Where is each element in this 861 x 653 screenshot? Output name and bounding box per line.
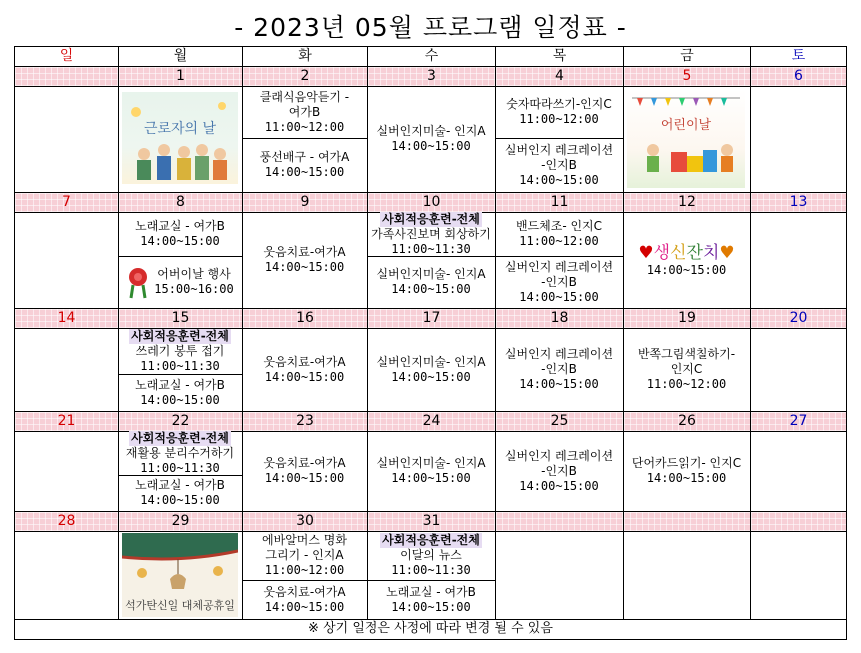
birthday-char: 생 <box>653 242 671 263</box>
event-line: 실버인지미술- 인지A <box>376 124 486 138</box>
event-line: 14:00~15:00 <box>519 377 599 391</box>
labor-day-illustration <box>122 92 238 184</box>
event-line: 14:00~15:00 <box>391 282 471 296</box>
event-line: 실버인지 레크레이션 <box>504 142 614 157</box>
event-line: 실버인지 레크레이션 <box>504 347 614 361</box>
heart-icon: ♥ <box>638 242 654 263</box>
day-cell <box>750 531 847 620</box>
birthday-title <box>638 243 734 263</box>
day-number: 27 <box>750 411 847 432</box>
event[interactable] <box>367 86 495 192</box>
day-number: 20 <box>750 308 847 329</box>
day-number <box>623 511 751 532</box>
event-line: 14:00~15:00 <box>140 493 220 507</box>
day-number: 17 <box>367 308 496 329</box>
event-line: 단어카드읽기- 인지C <box>631 456 742 470</box>
day-number: 24 <box>367 411 496 432</box>
event-line: 노래교실 - 여가B <box>386 584 476 599</box>
event[interactable] <box>367 212 495 256</box>
day-number: 21 <box>14 411 119 432</box>
day-number: 6 <box>750 66 847 87</box>
weekday-header: 일 <box>14 46 119 67</box>
event-line: 11:00~12:00 <box>519 234 599 248</box>
event-line: 그리기 - 인지A <box>265 547 344 562</box>
event[interactable] <box>495 138 623 192</box>
day-number: 8 <box>118 192 243 213</box>
event-line: 14:00~15:00 <box>391 471 471 485</box>
event-line: 11:00~12:00 <box>264 562 345 577</box>
event-line: 웃음치료-여가A <box>263 354 346 369</box>
event-line: 밴드체조- 인지C <box>515 219 603 233</box>
day-cell <box>14 212 119 309</box>
event-line: -인지B <box>541 274 577 289</box>
event-line: 11:00~11:30 <box>391 241 471 256</box>
event[interactable] <box>118 374 242 411</box>
event-line: 노래교실 - 여가B <box>135 478 225 492</box>
children-icon <box>627 90 745 188</box>
day-number: 25 <box>495 411 624 432</box>
event[interactable] <box>367 580 495 619</box>
event-line: 14:00~15:00 <box>264 599 345 614</box>
event-line: 14:00~15:00 <box>264 165 345 179</box>
event-line: 웃음치료-여가A <box>263 584 346 599</box>
day-number <box>750 511 847 532</box>
day-cell <box>14 328 119 412</box>
day-number: 2 <box>242 66 368 87</box>
day-number: 16 <box>242 308 368 329</box>
event-line: 11:00~12:00 <box>646 377 727 391</box>
event-line: 가족사진보며 회상하기 <box>371 226 491 241</box>
birthday-party-event[interactable] <box>623 212 750 308</box>
event-line: 사회적응훈련-전체 <box>382 211 480 226</box>
event-line: 11:00~11:30 <box>140 460 220 475</box>
day-number: 13 <box>750 192 847 213</box>
event-line: 쓰레기 봉투 접기 <box>135 343 225 358</box>
day-number: 29 <box>118 511 243 532</box>
event-text <box>154 267 233 297</box>
event[interactable] <box>495 256 623 308</box>
event-line: 11:00~11:30 <box>391 563 471 577</box>
event-line: 14:00~15:00 <box>391 599 471 614</box>
event-line: 14:00~15:00 <box>264 369 345 384</box>
event[interactable] <box>118 328 242 374</box>
weekday-header: 목 <box>495 46 624 67</box>
event-line: 사회적응훈련-전체 <box>131 328 229 343</box>
weekday-header: 화 <box>242 46 368 67</box>
day-number: 23 <box>242 411 368 432</box>
event[interactable] <box>242 530 367 580</box>
event[interactable] <box>242 212 367 308</box>
childrens-day-illustration <box>627 90 745 188</box>
event-line: 14:00~15:00 <box>140 392 220 407</box>
event-line: 14:00~15:00 <box>391 369 471 384</box>
event-line: 어버이날 행사 <box>157 267 231 281</box>
day-cell <box>14 531 119 620</box>
weekday-header: 월 <box>118 46 243 67</box>
event[interactable] <box>118 256 242 308</box>
event-line: 재활용 분리수거하기 <box>125 445 235 460</box>
event-line: 11:00~12:00 <box>264 119 345 134</box>
day-cell <box>14 86 119 193</box>
day-number: 3 <box>367 66 496 87</box>
event-line: 14:00~15:00 <box>519 172 599 187</box>
weekday-header: 토 <box>750 46 847 67</box>
event-line: -인지B <box>541 463 577 478</box>
event[interactable] <box>118 431 242 475</box>
day-cell <box>750 328 847 412</box>
event-line: 클래식음악듣기 - <box>259 89 350 104</box>
day-number: 10 <box>367 192 496 213</box>
weekday-header: 금 <box>623 46 751 67</box>
event-line: 실버인지미술- 인지A <box>376 354 486 369</box>
event[interactable] <box>367 328 495 411</box>
event-line: 14:00~15:00 <box>391 139 471 153</box>
workers-icon <box>122 92 238 184</box>
event[interactable] <box>495 86 623 138</box>
event-line: 노래교실 - 여가B <box>135 377 225 392</box>
footer-note: ※ 상기 일정은 사정에 따라 변경 될 수 있음 <box>14 619 847 640</box>
day-cell <box>623 531 751 620</box>
day-number <box>495 511 624 532</box>
buddha-birthday-illustration <box>122 533 238 617</box>
event[interactable] <box>367 531 495 580</box>
event[interactable] <box>623 431 750 511</box>
carnation-icon <box>126 265 150 299</box>
birthday-char: 신 <box>670 242 687 263</box>
event[interactable] <box>118 212 242 256</box>
event-line: 웃음치료-여가A <box>263 456 346 470</box>
event-line: 인지C <box>670 362 703 376</box>
event[interactable] <box>623 328 750 411</box>
event-line: -인지B <box>541 362 577 376</box>
day-number: 28 <box>14 511 119 532</box>
event[interactable] <box>242 86 367 138</box>
day-cell <box>750 212 847 309</box>
day-number <box>14 66 119 87</box>
event-line: 반쪽그림색칠하기- <box>637 347 736 361</box>
event[interactable] <box>495 328 623 411</box>
event-line: 실버인지미술- 인지A <box>376 456 486 470</box>
event-line: 노래교실 - 여가B <box>135 219 225 233</box>
event[interactable] <box>495 212 623 256</box>
event[interactable] <box>367 431 495 511</box>
day-number: 19 <box>623 308 751 329</box>
event-line: 실버인지 레크레이션 <box>504 259 614 274</box>
birthday-char: 잔 <box>686 242 703 263</box>
day-number: 14 <box>14 308 119 329</box>
day-number: 30 <box>242 511 368 532</box>
event-line: -인지B <box>541 157 577 172</box>
event-line: 풍선배구 - 여가A <box>259 150 350 164</box>
day-cell <box>750 431 847 512</box>
day-number: 31 <box>367 511 496 532</box>
event-line: 실버인지미술- 인지A <box>376 267 486 281</box>
day-number: 7 <box>14 192 119 213</box>
event-line: 사회적응훈련-전체 <box>382 533 480 547</box>
day-number: 4 <box>495 66 624 87</box>
buddha-birthday-label: 석가탄신일 대체공휴일 <box>125 599 235 612</box>
day-cell <box>495 531 624 620</box>
event[interactable] <box>242 138 367 192</box>
day-cell <box>750 86 847 193</box>
event-line: 14:00~15:00 <box>646 471 727 485</box>
event-line: 14:00~15:00 <box>646 262 727 277</box>
event[interactable] <box>242 431 367 511</box>
heart-icon: ♥ <box>719 242 735 263</box>
day-number: 26 <box>623 411 751 432</box>
event-line: 15:00~16:00 <box>154 282 234 296</box>
event-line: 14:00~15:00 <box>519 289 599 304</box>
event-line: 11:00~11:30 <box>140 358 220 373</box>
event[interactable] <box>242 328 367 411</box>
weekday-header: 수 <box>367 46 496 67</box>
labor-day-label: 근로자의 날 <box>143 121 217 137</box>
page-title: - 2023년 05월 프로그램 일정표 - <box>234 13 627 42</box>
event-line: 숫자따라쓰기-인지C <box>506 97 612 111</box>
event-line: 이달의 뉴스 <box>400 548 462 562</box>
day-number: 1 <box>118 66 243 87</box>
event-line: 14:00~15:00 <box>140 234 220 248</box>
day-number: 15 <box>118 308 243 329</box>
event-line: 에바알머스 명화 <box>262 532 347 547</box>
event-line: 14:00~15:00 <box>264 260 345 274</box>
event-line: 실버인지 레크레이션 <box>504 448 614 463</box>
childrens-day-label: 어린이날 <box>660 118 712 133</box>
event[interactable] <box>118 475 242 511</box>
day-number: 22 <box>118 411 243 432</box>
event-line: 여가B <box>288 104 321 119</box>
event[interactable] <box>495 431 623 511</box>
day-number: 5 <box>623 66 751 87</box>
day-number: 12 <box>623 192 751 213</box>
event-line: 사회적응훈련-전체 <box>131 430 229 445</box>
event-line: 11:00~12:00 <box>519 112 599 126</box>
day-number: 18 <box>495 308 624 329</box>
event[interactable] <box>367 256 495 308</box>
birthday-char: 치 <box>702 242 720 263</box>
event[interactable] <box>242 580 367 619</box>
event-line: 14:00~15:00 <box>264 471 345 485</box>
event-line: 웃음치료-여가A <box>263 245 346 259</box>
day-number: 11 <box>495 192 624 213</box>
day-number: 9 <box>242 192 368 213</box>
event-line: 14:00~15:00 <box>519 478 599 493</box>
day-cell <box>14 431 119 512</box>
